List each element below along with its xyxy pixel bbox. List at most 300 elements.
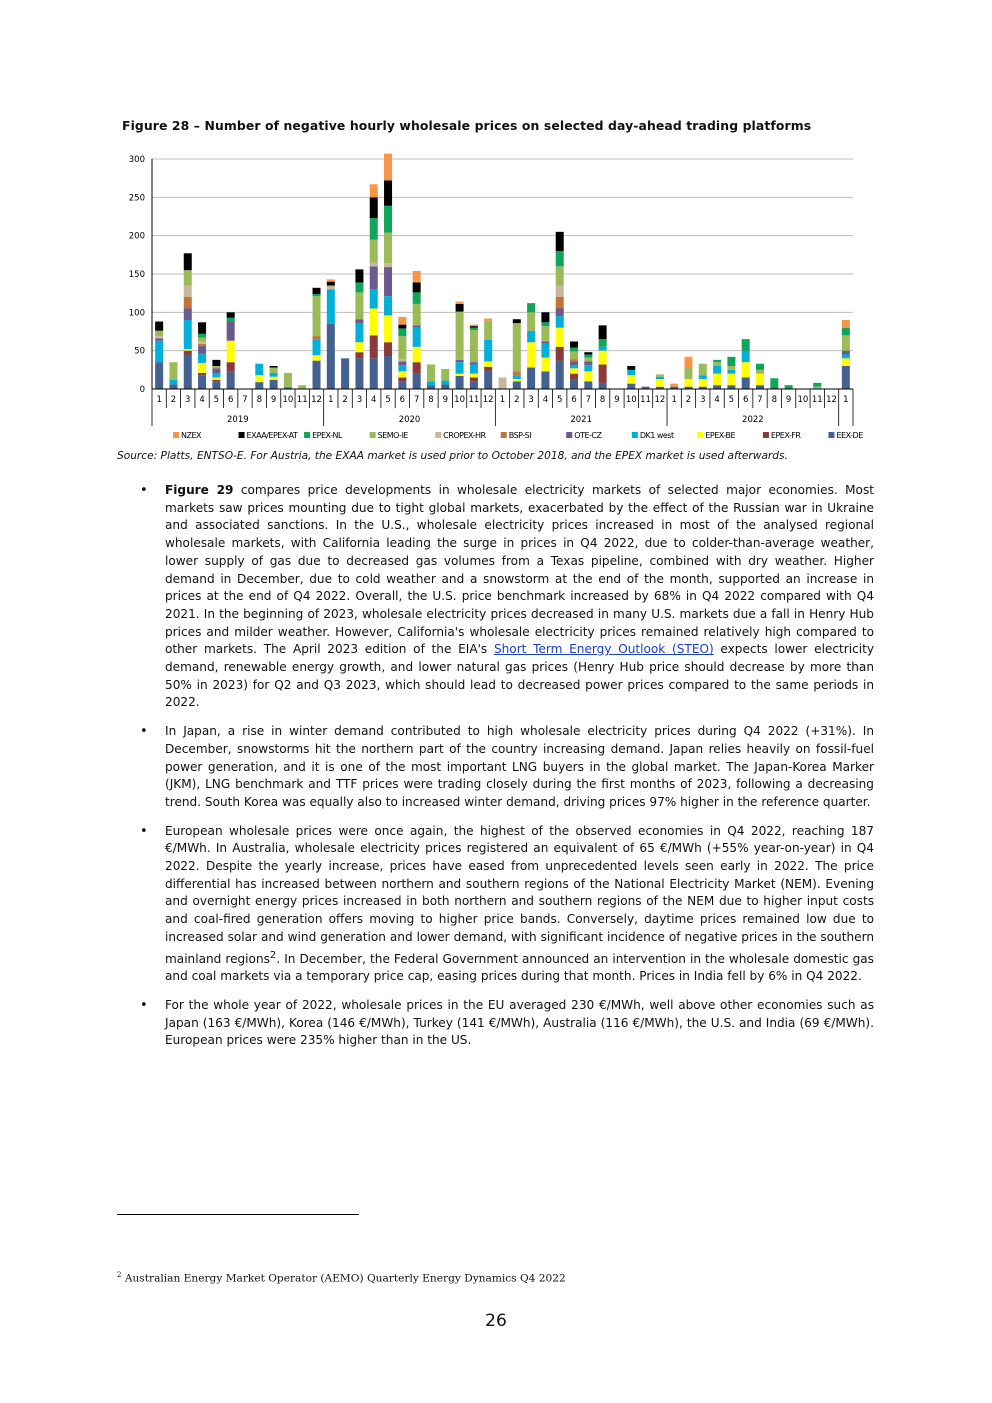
bar-segment <box>541 322 549 326</box>
y-tick-label: 150 <box>128 270 145 280</box>
legend-swatch <box>370 432 376 438</box>
bar-segment <box>212 366 220 368</box>
bar-segment <box>742 339 750 351</box>
legend-swatch <box>173 432 179 438</box>
bar-segment <box>184 320 192 349</box>
bar-segment <box>155 331 163 336</box>
bar-segment <box>756 374 764 386</box>
bar-segment <box>713 366 721 374</box>
x-tick-label: 7 <box>413 395 420 405</box>
x-tick-label: 2 <box>685 395 692 405</box>
bullet-text: For the whole year of 2022, wholesale prices in the EU averaged 230 €/MWh, well above other economies such as Japan (163 €/MWh), Korea (146 €/MWh), Turkey (141 €/MWh), Australia (116 €/MWh), the U.S. and India (69 €/MWh). European prices were 235% higher than in the US. <box>165 998 874 1048</box>
x-tick-label: 9 <box>785 395 792 405</box>
page-number: 26 <box>485 1311 507 1331</box>
bar-segment <box>842 355 850 359</box>
x-year-label: 2021 <box>570 415 593 425</box>
legend-swatch <box>632 432 638 438</box>
bar-segment <box>713 362 721 366</box>
bar-segment <box>599 325 607 339</box>
x-tick-label: 4 <box>714 395 720 405</box>
bar-segment <box>370 266 378 289</box>
bar-segment <box>198 373 206 375</box>
x-tick-label: 4 <box>199 395 205 405</box>
bar-segment <box>384 154 392 181</box>
x-tick-label: 8 <box>428 395 434 405</box>
bar-segment <box>413 328 421 347</box>
bar-segment <box>169 380 177 385</box>
bar-segment <box>198 346 206 354</box>
x-tick-label: 8 <box>599 395 606 405</box>
bar-segment <box>327 289 335 324</box>
bar-segment <box>556 347 564 361</box>
footnote <box>117 1271 566 1285</box>
y-tick-label: 300 <box>128 155 145 165</box>
bar-segment <box>212 368 220 373</box>
bar-segment <box>270 380 278 389</box>
bullet-item <box>118 723 874 812</box>
bar-segment <box>355 358 363 389</box>
legend-label: EPEX-BE <box>705 431 736 440</box>
bar-segment <box>313 336 321 340</box>
bar-segment <box>313 296 321 336</box>
x-tick-label: 3 <box>185 395 191 405</box>
bar-segment <box>198 363 206 373</box>
bar-segment <box>398 336 406 359</box>
bar-segment <box>456 362 464 374</box>
bullet-icon: • <box>140 483 148 498</box>
bar-segment <box>627 366 635 370</box>
y-tick-label: 50 <box>134 346 145 357</box>
bar-segment <box>327 282 335 286</box>
x-tick-label: 1 <box>843 395 849 405</box>
bar-segment <box>155 336 163 338</box>
bar-segment <box>184 270 192 285</box>
bar-segment <box>513 375 521 379</box>
bar-segment <box>527 342 535 367</box>
bar-segment <box>584 352 592 354</box>
bar-segment <box>556 361 564 389</box>
bar-segment <box>584 358 592 362</box>
bar-segment <box>270 368 278 373</box>
x-tick-label: 9 <box>270 395 277 405</box>
bar-segment <box>756 385 764 389</box>
bar-segment <box>441 384 449 389</box>
bar-segment <box>212 360 220 366</box>
x-tick-label: 10 <box>625 395 637 405</box>
bar-segment <box>355 292 363 319</box>
bar-segment <box>556 251 564 266</box>
bar-segment <box>327 324 335 389</box>
bar-segment <box>727 366 735 370</box>
bar-segment <box>398 381 406 389</box>
footnote-text: Australian Energy Market Operator (AEMO) Quarterly Energy Dynamics Q4 2022 <box>121 1272 566 1285</box>
bar-segment <box>699 364 707 376</box>
bar-segment <box>627 384 635 389</box>
bar-segment <box>355 282 363 292</box>
x-tick-label: 11 <box>296 395 308 405</box>
bar-segment <box>770 378 778 387</box>
bar-segment <box>842 335 850 350</box>
bar-segment <box>627 375 635 383</box>
chart-bars <box>155 154 850 389</box>
bar-segment <box>255 375 263 382</box>
y-tick-label: 100 <box>128 308 145 319</box>
bar-segment <box>398 325 406 329</box>
x-tick-label: 11 <box>468 395 480 405</box>
bullet-item <box>118 997 874 1050</box>
bar-segment <box>355 319 363 323</box>
bullet-item <box>118 482 874 712</box>
bar-segment <box>627 370 635 375</box>
bar-segment <box>470 325 478 327</box>
bar-segment <box>398 378 406 382</box>
x-axis <box>152 389 853 426</box>
bar-segment <box>212 381 220 389</box>
x-tick-label: 5 <box>385 395 391 405</box>
legend-label: EEX-DE <box>836 431 863 440</box>
bar-segment <box>470 330 478 362</box>
bar-segment <box>355 352 363 358</box>
bar-segment <box>313 361 321 389</box>
bar-segment <box>656 374 664 376</box>
bar-segment <box>756 364 764 370</box>
bar-segment <box>413 304 421 325</box>
bar-segment <box>484 340 492 361</box>
bar-segment <box>584 365 592 371</box>
x-tick-label: 5 <box>213 395 220 405</box>
x-tick-label: 6 <box>227 395 234 405</box>
bar-segment <box>570 379 578 389</box>
x-tick-label: 10 <box>797 395 809 405</box>
x-tick-label: 10 <box>282 395 294 405</box>
bar-segment <box>713 374 721 386</box>
bar-segment <box>556 297 564 309</box>
bar-segment <box>785 385 793 389</box>
bar-segment <box>298 385 306 389</box>
x-tick-label: 2 <box>170 395 177 405</box>
bar-segment <box>212 378 220 380</box>
bar-segment <box>541 312 549 322</box>
bar-segment <box>155 341 163 362</box>
bar-segment <box>599 364 607 382</box>
legend-swatch <box>763 432 769 438</box>
bar-segment <box>355 323 363 342</box>
y-tick-label: 0 <box>139 385 145 395</box>
bar-segment <box>842 351 850 355</box>
bar-segment <box>413 374 421 389</box>
figure-reference: Figure 29 <box>165 483 234 497</box>
bar-segment <box>427 385 435 389</box>
bar-segment <box>599 351 607 365</box>
x-tick-label: 2 <box>342 395 348 405</box>
bar-segment <box>484 321 492 340</box>
legend-label: EPEX-FR <box>770 431 801 440</box>
bar-segment <box>570 368 578 373</box>
bar-segment <box>513 323 521 371</box>
bar-segment <box>227 371 235 389</box>
bar-segment <box>599 383 607 389</box>
x-tick-label: 12 <box>482 395 494 405</box>
bar-segment <box>355 269 363 282</box>
bullet-list <box>118 482 874 1061</box>
x-tick-label: 11 <box>811 395 823 405</box>
bullet-icon: • <box>140 998 148 1014</box>
bar-segment <box>227 362 235 371</box>
bar-segment <box>584 371 592 381</box>
bar-segment <box>355 342 363 352</box>
bar-segment <box>384 180 392 205</box>
bar-segment <box>441 381 449 385</box>
bar-segment <box>584 355 592 358</box>
bar-segment <box>527 303 535 312</box>
x-tick-label: 3 <box>528 395 534 405</box>
bar-segment <box>284 373 292 388</box>
bar-segment <box>255 364 263 376</box>
x-tick-label: 1 <box>328 395 334 405</box>
bar-segment <box>513 319 521 323</box>
legend-swatch <box>304 432 310 438</box>
bar-segment <box>570 365 578 368</box>
x-tick-label: 6 <box>399 395 406 405</box>
bar-segment <box>413 347 421 362</box>
legend-swatch <box>501 432 507 438</box>
bar-segment <box>456 302 464 304</box>
bar-segment <box>713 360 721 362</box>
footnote-divider <box>117 1214 359 1215</box>
chart-legend <box>173 431 863 440</box>
bar-segment <box>198 322 206 334</box>
legend-label: EPEX-NL <box>312 431 342 440</box>
x-tick-label: 1 <box>499 395 506 405</box>
bar-segment <box>484 367 492 371</box>
bar-segment <box>398 361 406 365</box>
x-tick-label: 6 <box>742 395 749 405</box>
bar-segment <box>470 362 478 364</box>
bar-segment <box>384 315 392 342</box>
bar-segment <box>212 380 220 382</box>
x-tick-label: 4 <box>542 395 549 405</box>
bar-segment <box>513 379 521 381</box>
bar-segment <box>413 271 421 283</box>
x-tick-label: 10 <box>454 395 465 405</box>
bar-segment <box>484 318 492 320</box>
bar-segment <box>370 184 378 197</box>
bar-segment <box>341 358 349 389</box>
bar-segment <box>656 379 664 387</box>
bar-segment <box>599 339 607 347</box>
bar-segment <box>169 362 177 380</box>
bar-segment <box>456 360 464 362</box>
bar-segment <box>656 377 664 379</box>
bar-segment <box>227 341 235 362</box>
x-tick-label: 6 <box>571 395 577 405</box>
bar-segment <box>155 362 163 389</box>
bar-segment <box>541 326 549 341</box>
bar-segment <box>842 366 850 389</box>
bar-segment <box>370 218 378 239</box>
bar-segment <box>413 282 421 292</box>
x-tick-label: 12 <box>826 395 837 405</box>
legend-label: DK1 west <box>639 431 674 440</box>
bar-segment <box>370 240 378 263</box>
bar-segment <box>384 342 392 356</box>
bar-segment <box>456 312 464 360</box>
bar-segment <box>699 379 707 387</box>
bar-segment <box>184 351 192 355</box>
bar-segment <box>570 348 578 352</box>
x-tick-label: 9 <box>442 395 448 405</box>
bar-segment <box>413 362 421 374</box>
legend-label: BSP-SI <box>508 431 532 440</box>
bar-segment <box>670 384 678 387</box>
bar-segment <box>184 286 192 298</box>
bar-segment <box>384 263 392 267</box>
bar-segment <box>155 322 163 331</box>
bar-segment <box>842 358 850 366</box>
legend-label: NZEX <box>181 431 201 440</box>
y-tick-label: 250 <box>128 193 145 204</box>
bar-segment <box>813 383 821 387</box>
bar-segment <box>184 309 192 321</box>
steo-link[interactable]: Short Term Energy Outlook (STEO) <box>493 642 714 657</box>
legend-swatch <box>828 432 834 438</box>
x-year-label: 2020 <box>398 415 421 425</box>
bar-segment <box>470 381 478 389</box>
bullet-text: In Japan, a rise in winter demand contributed to high wholesale electricity prices during Q4 2022 (+31%). In December, snowstorms hit the northern part of the country increasing demand. Japan relies heavily on fossil-fuel power generation, and it is one of the most important LNG buyers in the global market. The Japan-Korea Marker (JKM), LNG benchmark and TTF prices were trading closely during the first months of 2023, following a decreasing trend. South Korea was equally also to increased winter demand, driving prices 97% higher in the reference quarter. <box>165 724 874 809</box>
bar-segment <box>313 355 321 360</box>
bar-segment <box>427 364 435 381</box>
bar-segment <box>255 382 263 389</box>
bar-segment <box>527 368 535 389</box>
bar-segment <box>198 338 206 342</box>
footnote-mark: 2 <box>117 1271 122 1279</box>
bar-segment <box>427 381 435 385</box>
bar-segment <box>470 364 478 373</box>
x-tick-label: 1 <box>156 395 162 405</box>
bar-segment <box>384 267 392 296</box>
bar-segment <box>456 304 464 312</box>
bar-segment <box>541 341 549 343</box>
bar-segment <box>398 328 406 336</box>
bar-segment <box>727 385 735 389</box>
bar-segment <box>456 374 464 376</box>
x-tick-label: 12 <box>311 395 322 405</box>
bar-segment <box>184 297 192 309</box>
x-tick-label: 4 <box>371 395 377 405</box>
x-tick-label: 7 <box>757 395 763 405</box>
legend-swatch <box>566 432 572 438</box>
bullet-icon: • <box>140 823 148 839</box>
bar-segment <box>513 381 521 389</box>
bar-segment <box>498 378 506 390</box>
bar-segment <box>227 322 235 341</box>
bar-segment <box>398 371 406 377</box>
legend-swatch <box>239 432 245 438</box>
legend-label: OTE-CZ <box>574 431 602 440</box>
bar-segment <box>384 296 392 315</box>
bar-segment <box>570 361 578 365</box>
legend-label: CROPEX-HR <box>443 431 486 440</box>
bar-segment <box>727 357 735 366</box>
bar-segment <box>413 292 421 304</box>
bar-segment <box>198 375 206 389</box>
bar-segment <box>384 356 392 389</box>
bullet-icon: • <box>140 724 148 740</box>
x-tick-label: 12 <box>654 395 666 405</box>
bar-segment <box>327 279 335 281</box>
bar-segment <box>184 349 192 351</box>
legend-swatch <box>697 432 703 438</box>
bullet-text: European wholesale prices were once again, the highest of the observed economies in Q4 2022, reaching 187 €/MWh. In Australia, wholesale electricity prices registered an equivalent of 65 €/MWh (+55% year-on-year) in Q4 2022. Despite the yearly increase, prices have eased from unprecedented levels seen early in 2022. The price differential has increased between northern and southern regions of the National Electricity Market (NEM). Evening and overnight energy prices increased in both northern and southern regions of the NEM due to higher input costs and coal-fired generation offers moving to higher price bands. Conversely, daytime prices remained low due to increased solar and wind generation and lower demand, with significant incidence of negative prices in the southern mainland regions <box>165 823 874 966</box>
legend-label: SEMO-IE <box>377 431 408 440</box>
bar-segment <box>184 355 192 390</box>
x-tick-label: 8 <box>771 395 778 405</box>
bar-segment <box>370 309 378 336</box>
bar-segment <box>370 358 378 389</box>
x-tick-label: 5 <box>557 395 563 405</box>
chart-gridlines <box>152 159 853 351</box>
bar-segment <box>212 374 220 378</box>
legend-swatch <box>435 432 441 438</box>
bar-segment <box>313 294 321 296</box>
footnote-reference: 2 <box>269 949 277 961</box>
bullet-item <box>118 823 874 986</box>
bar-segment <box>713 385 721 389</box>
bar-segment <box>184 253 192 270</box>
bar-segment <box>470 326 478 328</box>
bar-segment <box>541 358 549 372</box>
bar-segment <box>556 286 564 298</box>
bar-segment <box>327 286 335 290</box>
x-tick-label: 8 <box>256 395 263 405</box>
bar-segment <box>527 331 535 343</box>
bar-segment <box>742 362 750 377</box>
bar-segment <box>169 384 177 389</box>
x-tick-label: 2 <box>514 395 520 405</box>
bar-segment <box>227 312 235 317</box>
figure-source: Source: Platts, ENTSO-E. For Austria, the EXAA market is used prior to October 2018, and the EPEX market is used afterwards. <box>117 450 788 462</box>
x-year-label: 2022 <box>742 415 764 425</box>
bar-segment <box>513 371 521 375</box>
x-tick-label: 11 <box>640 395 651 405</box>
legend-label: EXAA/EPEX-AT <box>246 431 298 440</box>
bar-segment <box>398 359 406 361</box>
bar-segment <box>370 289 378 308</box>
bar-segment <box>699 375 707 379</box>
bar-segment <box>727 374 735 386</box>
bar-segment <box>398 317 406 325</box>
bar-segment <box>742 378 750 390</box>
bar-segment <box>198 344 206 346</box>
bar-segment <box>842 320 850 328</box>
bar-segment <box>413 325 421 327</box>
bar-segment <box>398 365 406 371</box>
bar-segment <box>313 288 321 294</box>
bullet-text-tail: expects lower electricity demand, renewable energy growth, and lower natural gas prices (Henry Hub price should decrease by more than 50% in 2023) for Q2 and Q3 2023, which should lead to decreased power prices compared to the same periods in 2022. <box>165 642 874 710</box>
x-tick-label: 3 <box>356 395 363 405</box>
bar-segment <box>270 377 278 380</box>
bar-segment <box>384 206 392 233</box>
bar-segment <box>541 371 549 389</box>
bar-segment <box>556 309 564 317</box>
figure-title: Figure 28 – Number of negative hourly wholesale prices on selected day-ahead trading platforms <box>122 118 812 133</box>
bar-segment <box>541 344 549 358</box>
x-tick-label: 7 <box>242 395 248 405</box>
bar-segment <box>198 354 206 363</box>
bar-segment <box>198 341 206 343</box>
bullet-text-tail: . In December, the Federal Government announced an intervention in the wholesale domestic gas and coal markets via a temporary price cap, easing prices during that month. Prices in India fell by 6% in Q4 2022. <box>165 951 874 984</box>
bar-segment <box>556 232 564 251</box>
